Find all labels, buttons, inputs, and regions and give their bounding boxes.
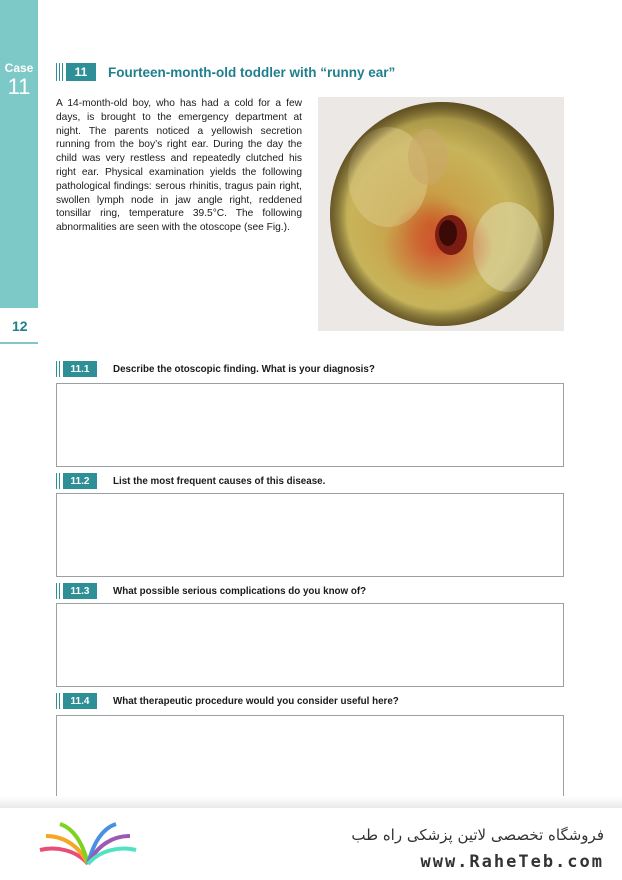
- open-book-logo: [36, 820, 140, 868]
- question-header: [56, 361, 564, 377]
- page-number-rule: [0, 342, 38, 344]
- case-number-side: 11: [7, 74, 31, 99]
- question-number: 11.2: [63, 473, 97, 489]
- question-header: [56, 693, 564, 709]
- case-number-box: 11: [66, 63, 96, 81]
- question-number: 11.4: [63, 693, 97, 709]
- question-text: Describe the otoscopic finding. What is your diagnosis?: [113, 363, 375, 375]
- question-bars-decoration: [56, 473, 60, 489]
- case-side-tab: [0, 0, 38, 308]
- question-text: What therapeutic procedure would you consider useful here?: [113, 695, 399, 707]
- case-title-bar: [56, 63, 395, 81]
- page-number: 12: [12, 318, 28, 334]
- store-name: فروشگاه تخصصی لاتین پزشکی راه طب: [351, 826, 604, 844]
- case-description: A 14-month-old boy, who has had a cold for a few days, is brought to the emergency department at night. The parents noticed a yellowish secretion running from the boy’s right ear. During the day the child was very restless and repeatedly clutched his right ear. Physical examination yields the following pathological findings: serous rhinitis, tragus pain right, swollen lymph node in jaw angle right, reddened tonsillar ring, temperature 39.5°C. The following abnormalities are seen with the otoscope (see Fig.).: [56, 98, 302, 234]
- store-url[interactable]: www.RaheTeb.com: [420, 852, 604, 872]
- title-bars-decoration: [56, 63, 63, 81]
- question-header: [56, 583, 564, 599]
- answer-field[interactable]: [56, 715, 564, 797]
- answer-field[interactable]: [56, 383, 564, 467]
- question-header: [56, 473, 564, 489]
- otoscope-view-icon: [318, 97, 564, 331]
- answer-field[interactable]: [56, 603, 564, 687]
- question-bars-decoration: [56, 583, 60, 599]
- question-11-4: [56, 693, 564, 709]
- question-11-3: [56, 583, 564, 599]
- case-title: Fourteen-month-old toddler with “runny ear”: [108, 64, 396, 80]
- otoscopic-image: [318, 97, 564, 331]
- question-bars-decoration: [56, 693, 60, 709]
- answer-field[interactable]: [56, 493, 564, 577]
- question-text: What possible serious complications do you know of?: [113, 585, 367, 597]
- question-text: List the most frequent causes of this disease.: [113, 475, 326, 487]
- question-11-1: [56, 361, 564, 377]
- question-number: 11.3: [63, 583, 97, 599]
- question-bars-decoration: [56, 361, 60, 377]
- case-label: Case: [4, 61, 34, 75]
- question-number: 11.1: [63, 361, 97, 377]
- question-11-2: [56, 473, 564, 489]
